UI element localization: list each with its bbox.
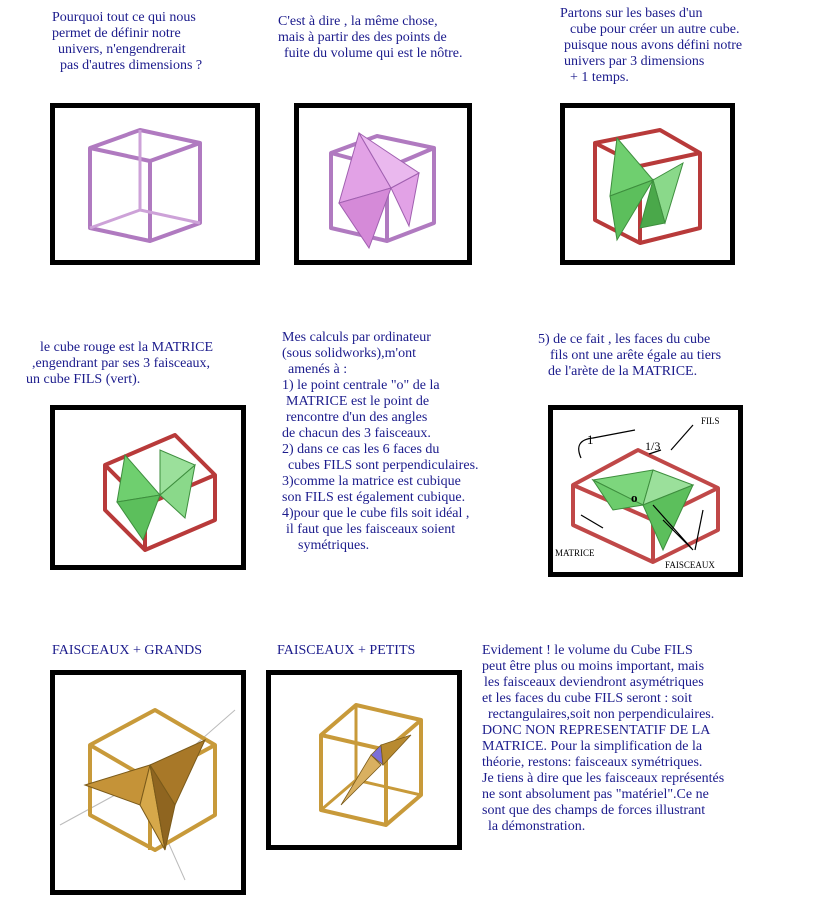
line: 4)pour que le cube fils soit idéal ,	[282, 506, 470, 521]
line: 1) le point centrale "o" de la	[282, 378, 440, 393]
figure-gold-small	[266, 670, 462, 850]
line: + 1 temps.	[570, 70, 629, 85]
gold-cube-large-beams	[55, 675, 241, 890]
figure-gold-large	[50, 670, 246, 895]
cube-illustration	[55, 108, 255, 260]
label-matrice: MATRICE	[555, 548, 595, 558]
line: univers par 3 dimensions	[564, 54, 705, 69]
text-r1-c1	[52, 10, 262, 74]
line: peut être plus ou moins important, mais	[482, 659, 705, 674]
line: C'est à dire , la même chose,	[278, 14, 438, 29]
line: ,engendrant par ses 3 faisceaux,	[32, 356, 211, 371]
line: mais à partir des des points de	[278, 30, 447, 45]
text-r2-c2	[272, 330, 532, 554]
line: amenés à :	[288, 362, 348, 377]
figure-pink-vanishing	[294, 103, 472, 265]
line: le cube rouge est la MATRICE	[40, 340, 214, 355]
line: DONC NON REPRESENTATIF DE LA	[482, 723, 711, 738]
line: cube pour créer un autre cube.	[570, 22, 740, 37]
text-r3-c3	[478, 643, 818, 835]
line: MATRICE. Pour la simplification de la	[482, 739, 703, 754]
figure-purple-cube	[50, 103, 260, 265]
line: permet de définir notre	[52, 26, 181, 41]
gold-cube-small-beams	[271, 675, 457, 845]
line: les faisceaux deviendront asymétriques	[484, 675, 704, 690]
label-third: 1/3	[645, 439, 661, 453]
line: il faut que les faisceaux soient	[286, 522, 456, 537]
line: fuite du volume qui est le nôtre.	[284, 46, 463, 61]
line: rencontre d'un des angles	[286, 410, 428, 425]
label-origin: o	[631, 490, 638, 505]
line: fils ont une arête égale au tiers	[550, 348, 722, 363]
line: pas d'autres dimensions ?	[60, 58, 203, 73]
line: puisque nous avons défini notre	[564, 38, 743, 53]
label-one: 1	[587, 432, 594, 447]
figure-labeled-diagram	[548, 405, 743, 577]
text-r2-c1	[26, 340, 266, 388]
text-r2-c3	[538, 332, 808, 380]
line: un cube FILS (vert).	[26, 372, 141, 387]
line: 2) dans ce cas les 6 faces du	[282, 442, 440, 457]
heading-faisceaux-petits: FAISCEAUX + PETITS	[277, 643, 416, 658]
line: la démonstration.	[488, 819, 586, 834]
figure-red-green-2	[50, 405, 246, 570]
line: cubes FILS sont perpendiculaires.	[288, 458, 479, 473]
line: Mes calculs par ordinateur	[282, 330, 431, 345]
line: de l'arète de la MATRICE.	[548, 364, 698, 379]
line: théorie, restons: faisceaux symétriques.	[482, 755, 703, 770]
matrice-fils-illustration	[565, 108, 730, 260]
text-r1-c3	[560, 6, 820, 86]
line: 5) de ce fait , les faces du cube	[538, 332, 711, 347]
line: Evidement ! le volume du Cube FILS	[482, 643, 693, 658]
line: 3)comme la matrice est cubique	[282, 474, 461, 489]
line: ne sont absolument pas "matériel".Ce ne	[482, 787, 709, 802]
line: univers, n'engendrerait	[58, 42, 186, 57]
line: MATRICE est le point de	[286, 394, 430, 409]
cube-vanishing-illustration	[299, 108, 467, 260]
heading-faisceaux-grands: FAISCEAUX + GRANDS	[52, 643, 202, 658]
labeled-matrice-illustration	[553, 410, 738, 572]
line: Je tiens à dire que les faisceaux représentés	[482, 771, 725, 786]
line: sont que des champs de forces illustrant	[482, 803, 706, 818]
text-r1-c2	[278, 14, 518, 62]
line: (sous solidworks),m'ont	[282, 346, 416, 361]
label-faisceaux: FAISCEAUX	[665, 560, 715, 570]
line: et les faces du cube FILS seront : soit	[482, 691, 692, 706]
figure-red-green-1	[560, 103, 735, 265]
line: son FILS est également cubique.	[282, 490, 466, 505]
matrice-fils-illustration	[55, 410, 241, 565]
line: Pourquoi tout ce qui nous	[52, 10, 196, 25]
line: de chacun des 3 faisceaux.	[282, 426, 431, 441]
line: Partons sur les bases d'un	[560, 6, 703, 21]
line: symétriques.	[298, 538, 370, 553]
label-fils: FILS	[701, 416, 720, 426]
line: rectangulaires,soit non perpendiculaires.	[488, 707, 715, 722]
